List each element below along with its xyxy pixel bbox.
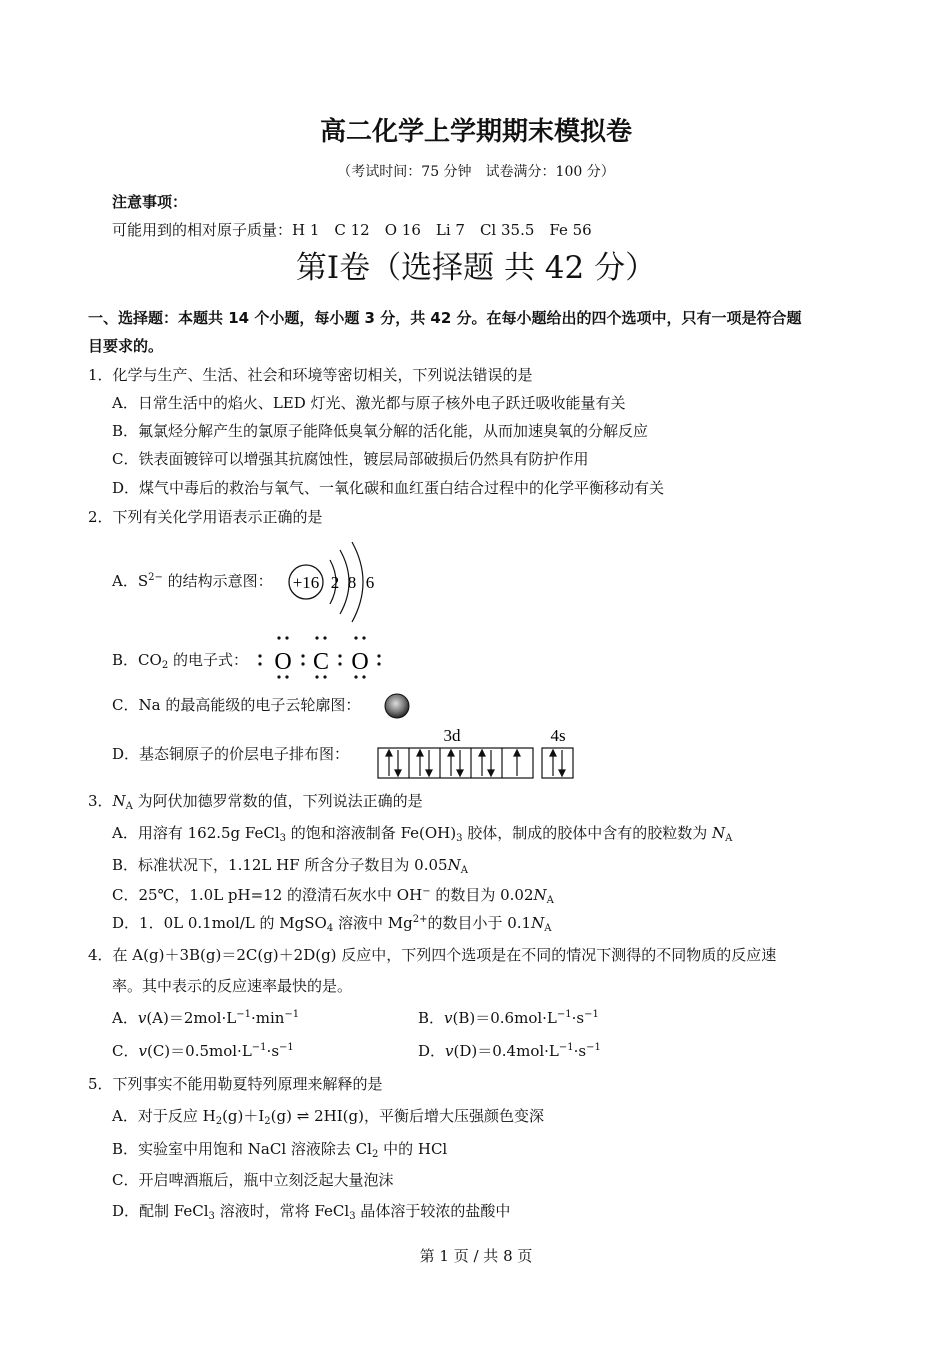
question-2-option-d bbox=[112, 744, 349, 764]
question-2-option-b bbox=[112, 650, 248, 670]
question-2-stem bbox=[88, 507, 323, 527]
text-segment: A．对于反应 H bbox=[112, 1107, 216, 1125]
text-segment: 2+ bbox=[412, 914, 428, 925]
question-5-option-c bbox=[112, 1170, 393, 1190]
text-segment: C．25℃，1.0L pH=12 的澄清石灰水中 OH bbox=[112, 886, 423, 904]
question-1-option-a bbox=[112, 393, 626, 413]
question-4-option-d bbox=[418, 1041, 601, 1061]
text-segment: 2 bbox=[161, 660, 169, 671]
question-3-option-b bbox=[112, 855, 468, 875]
text-segment: v bbox=[444, 1009, 453, 1027]
text-segment: 的数目小于 0.1 bbox=[427, 914, 532, 932]
text-segment: 的饱和溶液制备 Fe(OH) bbox=[286, 824, 457, 842]
text-segment: N bbox=[447, 856, 461, 874]
text-segment: C．Na 的最高能级的电子云轮廓图： bbox=[112, 696, 361, 714]
question-4-stem-cont bbox=[112, 976, 352, 996]
text-segment: 2 bbox=[371, 1149, 379, 1160]
text-segment: 2 bbox=[264, 1116, 271, 1127]
sulfur-ion-structure-diagram bbox=[284, 538, 384, 626]
text-segment: 3． bbox=[88, 792, 113, 810]
text-segment: 3 bbox=[279, 833, 287, 844]
text-segment: (g)＋I bbox=[222, 1107, 265, 1125]
label-4s: 4s bbox=[550, 726, 566, 745]
text-segment: v bbox=[445, 1042, 454, 1060]
question-4-stem bbox=[88, 945, 776, 965]
shell-1-count: 2 bbox=[330, 573, 340, 592]
question-3-option-c bbox=[112, 885, 554, 905]
question-2-option-c bbox=[112, 695, 360, 715]
question-5-option-d bbox=[112, 1201, 510, 1221]
text-segment: 为阿伏加德罗常数的值，下列说法正确的是 bbox=[132, 792, 423, 810]
text-segment: 1．化学与生产、生活、社会和环境等密切相关，下列说法错误的是 bbox=[88, 366, 533, 384]
text-segment: A． bbox=[112, 1009, 138, 1027]
text-segment: B．氟氯烃分解产生的氯原子能降低臭氧分解的活化能，从而加速臭氧的分解反应 bbox=[112, 422, 649, 440]
text-segment: A bbox=[546, 895, 554, 906]
text-segment: −1 bbox=[251, 1042, 267, 1053]
text-segment: A．用溶有 162.5g FeCl bbox=[112, 824, 280, 842]
copper-orbital-diagram bbox=[374, 724, 578, 782]
text-segment: ·s bbox=[266, 1042, 280, 1060]
nucleus-charge: +16 bbox=[292, 573, 320, 592]
question-4-option-a bbox=[112, 1008, 299, 1028]
text-segment: 3 bbox=[208, 1211, 215, 1222]
question-4-option-c bbox=[112, 1041, 294, 1061]
text-segment: 率。其中表示的反应速率最快的是。 bbox=[112, 977, 353, 995]
text-segment: (B)＝0.6mol·L bbox=[452, 1009, 557, 1027]
text-segment: 的电子式： bbox=[168, 651, 248, 669]
text-segment: D．煤气中毒后的救治与氧气、一氧化碳和血红蛋白结合过程中的化学平衡移动有关 bbox=[112, 479, 665, 497]
text-segment: A．S bbox=[112, 572, 149, 590]
co2-electron-formula bbox=[252, 632, 392, 682]
text-segment: 的数目为 0.02 bbox=[430, 886, 534, 904]
text-segment: 3 bbox=[349, 1211, 356, 1222]
text-segment: −1 bbox=[584, 1009, 599, 1020]
section-intro-cont: 目要求的。 bbox=[88, 337, 164, 355]
text-segment: D．配制 FeCl bbox=[112, 1202, 209, 1220]
shell-3-count: 6 bbox=[365, 573, 375, 592]
page-title: 高二化学上学期期末模拟卷 bbox=[319, 117, 632, 147]
question-3-option-a bbox=[112, 823, 732, 843]
text-segment: A bbox=[725, 833, 733, 844]
label-3d: 3d bbox=[443, 726, 461, 745]
text-segment: N bbox=[712, 824, 726, 842]
text-segment: 5．下列事实不能用勒夏特列原理来解释的是 bbox=[88, 1075, 383, 1093]
text-segment: v bbox=[137, 1009, 147, 1027]
text-segment: −1 bbox=[284, 1009, 300, 1020]
text-segment: (g) ⇌ 2HI(g)，平衡后增大压强颜色变深 bbox=[270, 1107, 544, 1125]
text-segment: A bbox=[125, 801, 133, 812]
text-segment: B．CO bbox=[112, 651, 162, 669]
text-segment: −1 bbox=[279, 1042, 294, 1053]
text-segment: (A)＝2mol·L bbox=[146, 1009, 237, 1027]
text-segment: D． bbox=[418, 1042, 446, 1060]
text-segment: 4 bbox=[326, 923, 334, 934]
shell-2-count: 8 bbox=[347, 573, 357, 592]
text-segment: v bbox=[138, 1042, 147, 1060]
text-segment: ·s bbox=[573, 1042, 587, 1060]
text-segment: 溶液时，常将 FeCl bbox=[214, 1202, 350, 1220]
question-3-stem bbox=[88, 791, 423, 811]
s-orbital-sphere-icon bbox=[383, 692, 411, 720]
question-1-option-c bbox=[112, 449, 588, 469]
oxygen-atom-right: O bbox=[351, 649, 369, 675]
text-segment: D．1．0L 0.1mol/L 的 MgSO bbox=[112, 914, 327, 932]
part-title: 第I卷（选择题 共 42 分） bbox=[295, 250, 657, 286]
text-segment: B． bbox=[418, 1009, 445, 1027]
text-segment: A bbox=[460, 865, 468, 876]
text-segment: 溶液中 Mg bbox=[333, 914, 413, 932]
text-segment: 3 bbox=[456, 833, 463, 844]
question-1-option-d bbox=[112, 478, 664, 498]
question-2-option-a bbox=[112, 571, 273, 591]
text-segment: C．铁表面镀锌可以增强其抗腐蚀性，镀层局部破损后仍然具有防护作用 bbox=[112, 450, 589, 468]
text-segment: A．日常生活中的焰火、LED 灯光、激光都与原子核外电子跃迁吸收能量有关 bbox=[112, 394, 626, 412]
text-segment: −1 bbox=[558, 1042, 574, 1053]
text-segment: D．基态铜原子的价层电子排布图： bbox=[112, 745, 350, 763]
text-segment: (C)＝0.5mol·L bbox=[146, 1042, 252, 1060]
text-segment: 晶体溶于较浓的盐酸中 bbox=[355, 1202, 511, 1220]
text-segment: 的结构示意图： bbox=[162, 572, 273, 590]
text-segment: −1 bbox=[236, 1009, 251, 1020]
text-segment: 2− bbox=[148, 572, 163, 583]
text-segment: N bbox=[112, 792, 126, 810]
notice-label: 注意事项： bbox=[112, 193, 188, 211]
page-footer: 第 1 页 / 共 8 页 bbox=[419, 1247, 533, 1265]
text-segment: 中的 HCl bbox=[378, 1140, 448, 1158]
text-segment: −1 bbox=[586, 1042, 601, 1053]
text-segment: C． bbox=[112, 1042, 139, 1060]
text-segment: ·s bbox=[571, 1009, 585, 1027]
question-3-option-d bbox=[112, 913, 551, 933]
question-1-option-b bbox=[112, 421, 648, 441]
question-5-option-a bbox=[112, 1106, 544, 1126]
text-segment: 4．在 A(g)＋3B(g)＝2C(g)＋2D(g) 反应中，下列四个选项是在不同的情况下测得的不同物质的反应速 bbox=[88, 946, 777, 964]
text-segment: A bbox=[544, 923, 552, 934]
text-segment: C．开启啤酒瓶后，瓶中立刻泛起大量泡沫 bbox=[112, 1171, 394, 1189]
exam-info: （考试时间：75 分钟 试卷满分：100 分） bbox=[337, 164, 615, 180]
carbon-atom: C bbox=[312, 649, 330, 675]
text-segment: 胶体，制成的胶体中含有的胶粒数为 bbox=[462, 824, 713, 842]
question-5-stem bbox=[88, 1074, 383, 1094]
text-segment: N bbox=[531, 914, 545, 932]
question-1-stem bbox=[88, 365, 533, 385]
text-segment: 2．下列有关化学用语表示正确的是 bbox=[88, 508, 323, 526]
atomic-masses: 可能用到的相对原子质量：H 1 C 12 O 16 Li 7 Cl 35.5 Fe 56 bbox=[112, 221, 592, 239]
text-segment: B．实验室中用饱和 NaCl 溶液除去 Cl bbox=[112, 1140, 372, 1158]
text-segment: −1 bbox=[556, 1009, 572, 1020]
question-5-option-b bbox=[112, 1139, 447, 1159]
text-segment: ·min bbox=[250, 1009, 285, 1027]
section-intro: 一、选择题：本题共 14 个小题，每小题 3 分，共 42 分。在每小题给出的四个选项中，只有一项是符合题 bbox=[88, 309, 802, 327]
text-segment: (D)＝0.4mol·L bbox=[453, 1042, 559, 1060]
oxygen-atom-left: O bbox=[274, 649, 292, 675]
text-segment: N bbox=[533, 886, 547, 904]
text-segment: − bbox=[422, 886, 431, 897]
question-4-option-b bbox=[418, 1008, 599, 1028]
text-segment: 2 bbox=[215, 1116, 223, 1127]
text-segment: B．标准状况下，1.12L HF 所含分子数目为 0.05 bbox=[112, 856, 448, 874]
